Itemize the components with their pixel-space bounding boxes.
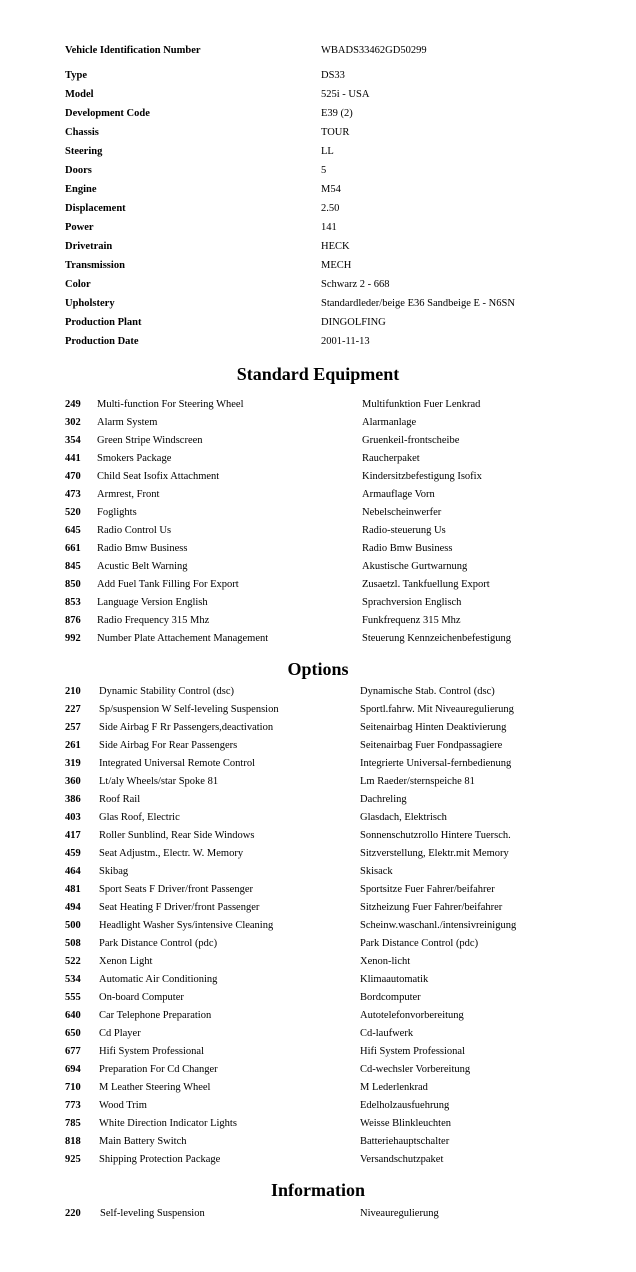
option-code: 661 [65, 543, 81, 554]
option-name-german: Steuerung Kennzeichenbefestigung [362, 633, 511, 644]
info-row-production-date [65, 335, 625, 354]
option-name-english: Alarm System [97, 417, 158, 428]
option-code: 694 [65, 1064, 81, 1075]
info-value: Standardleder/beige E36 Sandbeige E - N6SN [321, 298, 515, 309]
option-code: 818 [65, 1136, 81, 1147]
option-code: 257 [65, 722, 81, 733]
option-name-german: Radio-steuerung Us [362, 525, 446, 536]
option-name-german: Multifunktion Fuer Lenkrad [362, 399, 481, 410]
option-code: 876 [65, 615, 81, 626]
table-row [65, 542, 625, 560]
option-name-english: M Leather Steering Wheel [99, 1082, 211, 1093]
table-row [65, 1153, 625, 1171]
info-row-color [65, 278, 625, 297]
option-name-german: Integrierte Universal-fernbedienung [360, 758, 512, 769]
table-row [65, 973, 625, 991]
vehicle-info-list [65, 44, 625, 354]
table-row [65, 416, 625, 434]
table-row [65, 865, 625, 883]
option-name-german: Xenon-licht [360, 956, 411, 967]
option-name-english: Dynamic Stability Control (dsc) [99, 686, 235, 697]
option-code: 992 [65, 633, 81, 644]
option-name-german: Park Distance Control (pdc) [360, 938, 479, 949]
option-name-german: Akustische Gurtwarnung [362, 561, 468, 572]
option-name-german: Niveauregulierung [360, 1208, 439, 1219]
option-name-german: Sportsitze Fuer Fahrer/beifahrer [360, 884, 495, 895]
table-row [65, 1063, 625, 1081]
option-name-english: Seat Adjustm., Electr. W. Memory [99, 848, 244, 859]
info-label: Displacement [65, 203, 126, 214]
option-code: 710 [65, 1082, 81, 1093]
option-code: 210 [65, 686, 81, 697]
info-value: 2.50 [321, 203, 340, 214]
info-row-chassis [65, 126, 625, 145]
option-code: 302 [65, 417, 81, 428]
option-name-english: Foglights [97, 507, 137, 518]
table-row [65, 1117, 625, 1135]
table-row [65, 524, 625, 542]
option-code: 645 [65, 525, 81, 536]
info-label: Steering [65, 146, 103, 157]
option-code: 785 [65, 1118, 81, 1129]
table-row [65, 560, 625, 578]
table-row [65, 1099, 625, 1117]
info-value: 5 [321, 165, 327, 176]
table-row [65, 1207, 625, 1225]
option-name-german: Scheinw.waschanl./intensivreinigung [360, 920, 517, 931]
option-name-english: Cd Player [99, 1028, 141, 1039]
option-name-english: Skibag [99, 866, 129, 877]
info-value: E39 (2) [321, 108, 353, 119]
info-value: MECH [321, 260, 352, 271]
info-value: HECK [321, 241, 350, 252]
option-code: 403 [65, 812, 81, 823]
info-label: Chassis [65, 127, 99, 138]
info-label: Doors [65, 165, 92, 176]
table-row [65, 506, 625, 524]
option-code: 677 [65, 1046, 81, 1057]
table-row [65, 685, 625, 703]
option-name-english: Wood Trim [99, 1100, 147, 1111]
option-name-german: Cd-laufwerk [360, 1028, 414, 1039]
option-name-english: White Direction Indicator Lights [99, 1118, 237, 1129]
option-name-english: Seat Heating F Driver/front Passenger [99, 902, 260, 913]
info-row-vin [65, 44, 625, 69]
option-name-german: Skisack [360, 866, 393, 877]
option-name-english: Roof Rail [99, 794, 141, 805]
table-row [65, 955, 625, 973]
option-code: 220 [65, 1208, 81, 1219]
option-name-german: Funkfrequenz 315 Mhz [362, 615, 461, 626]
option-code: 640 [65, 1010, 81, 1021]
table-row [65, 434, 625, 452]
option-code: 850 [65, 579, 81, 590]
option-name-german: Raucherpaket [362, 453, 420, 464]
option-code: 481 [65, 884, 81, 895]
option-code: 534 [65, 974, 81, 985]
option-name-english: Automatic Air Conditioning [99, 974, 218, 985]
table-row [65, 470, 625, 488]
option-code: 650 [65, 1028, 81, 1039]
option-name-english: Integrated Universal Remote Control [99, 758, 255, 769]
option-code: 386 [65, 794, 81, 805]
info-value: LL [321, 146, 334, 157]
option-name-english: Child Seat Isofix Attachment [97, 471, 220, 482]
option-code: 522 [65, 956, 81, 967]
table-row [65, 847, 625, 865]
option-code: 925 [65, 1154, 81, 1165]
table-row [65, 901, 625, 919]
option-name-english: Self-leveling Suspension [100, 1208, 205, 1219]
table-row [65, 398, 625, 416]
info-row-steering [65, 145, 625, 164]
option-name-english: Car Telephone Preparation [99, 1010, 212, 1021]
info-row-power [65, 221, 625, 240]
option-name-german: Sitzverstellung, Elektr.mit Memory [360, 848, 509, 859]
info-label: Type [65, 70, 87, 81]
option-name-german: Nebelscheinwerfer [362, 507, 442, 518]
option-name-german: Versandschutzpaket [360, 1154, 444, 1165]
table-row [65, 919, 625, 937]
standard-equipment-heading: Standard Equipment [236, 364, 400, 384]
option-name-german: Dachreling [360, 794, 407, 805]
info-row-transmission [65, 259, 625, 278]
table-row [65, 703, 625, 721]
option-name-german: Weisse Blinkleuchten [360, 1118, 452, 1129]
option-name-english: Headlight Washer Sys/intensive Cleaning [99, 920, 274, 931]
option-name-german: Hifi System Professional [360, 1046, 465, 1057]
option-name-german: Cd-wechsler Vorbereitung [360, 1064, 471, 1075]
option-name-german: Sonnenschutzrollo Hintere Tuersch. [360, 830, 511, 841]
option-name-english: Sp/suspension W Self-leveling Suspension [99, 704, 279, 715]
table-row [65, 793, 625, 811]
option-name-english: Xenon Light [99, 956, 153, 967]
table-row [65, 488, 625, 506]
option-name-english: Number Plate Attachement Management [97, 633, 269, 644]
table-row [65, 614, 625, 632]
option-name-german: Radio Bmw Business [362, 543, 453, 554]
table-row [65, 632, 625, 650]
table-row [65, 883, 625, 901]
option-name-english: Sport Seats F Driver/front Passenger [99, 884, 253, 895]
option-name-english: Green Stripe Windscreen [97, 435, 203, 446]
info-value: Schwarz 2 - 668 [321, 279, 390, 290]
option-name-english: Add Fuel Tank Filling For Export [97, 579, 239, 590]
option-code: 417 [65, 830, 81, 841]
option-code: 227 [65, 704, 81, 715]
table-row [65, 596, 625, 614]
info-row-production-plant [65, 316, 625, 335]
table-row [65, 1135, 625, 1153]
option-name-german: Bordcomputer [360, 992, 421, 1003]
info-label: Vehicle Identification Number [65, 45, 201, 56]
option-code: 319 [65, 758, 81, 769]
info-row-engine [65, 183, 625, 202]
info-value: DINGOLFING [321, 317, 386, 328]
info-value: M54 [321, 184, 341, 195]
table-row [65, 739, 625, 757]
table-row [65, 757, 625, 775]
option-code: 459 [65, 848, 81, 859]
table-row [65, 1009, 625, 1027]
option-code: 249 [65, 399, 81, 410]
option-name-english: Main Battery Switch [99, 1136, 187, 1147]
option-name-german: Sitzheizung Fuer Fahrer/beifahrer [360, 902, 503, 913]
option-code: 555 [65, 992, 81, 1003]
info-label: Model [65, 89, 94, 100]
option-name-german: Seitenairbag Fuer Fondpassagiere [360, 740, 503, 751]
option-name-english: Park Distance Control (pdc) [99, 938, 218, 949]
information-table [65, 1207, 625, 1225]
info-label: Development Code [65, 108, 150, 119]
info-label: Drivetrain [65, 241, 113, 252]
option-name-english: Glas Roof, Electric [99, 812, 180, 823]
option-name-english: Armrest, Front [97, 489, 160, 500]
option-name-german: Autotelefonvorbereitung [360, 1010, 464, 1021]
info-value: 2001-11-13 [321, 336, 370, 347]
table-row [65, 721, 625, 739]
option-name-english: Multi-function For Steering Wheel [97, 399, 244, 410]
option-code: 500 [65, 920, 81, 931]
option-name-english: Language Version English [97, 597, 208, 608]
option-name-english: Acustic Belt Warning [97, 561, 188, 572]
option-code: 473 [65, 489, 81, 500]
option-name-english: Side Airbag F Rr Passengers,deactivation [99, 722, 274, 733]
information-heading: Information [271, 1180, 365, 1200]
info-value: DS33 [321, 70, 345, 81]
option-name-german: Armauflage Vorn [362, 489, 435, 500]
info-row-drivetrain [65, 240, 625, 259]
info-label: Transmission [65, 260, 125, 271]
table-row [65, 937, 625, 955]
option-name-german: Klimaautomatik [360, 974, 429, 985]
options-table [65, 685, 625, 1171]
table-row [65, 578, 625, 596]
option-name-german: Glasdach, Elektrisch [360, 812, 447, 823]
info-row-model [65, 88, 625, 107]
option-name-english: Radio Control Us [97, 525, 172, 536]
option-code: 853 [65, 597, 81, 608]
option-code: 261 [65, 740, 81, 751]
info-value: WBADS33462GD50299 [321, 45, 427, 56]
info-value: 525i - USA [321, 89, 370, 100]
table-row [65, 1027, 625, 1045]
standard-equipment-table [65, 398, 625, 650]
table-row [65, 1081, 625, 1099]
option-name-german: Dynamische Stab. Control (dsc) [360, 686, 495, 697]
option-name-english: Hifi System Professional [99, 1046, 204, 1057]
option-name-english: On-board Computer [99, 992, 184, 1003]
option-code: 494 [65, 902, 81, 913]
option-name-english: Smokers Package [97, 453, 172, 464]
option-code: 354 [65, 435, 81, 446]
info-label: Upholstery [65, 298, 115, 309]
table-row [65, 829, 625, 847]
info-value: 141 [321, 222, 337, 233]
option-name-german: M Lederlenkrad [360, 1082, 428, 1093]
option-code: 773 [65, 1100, 81, 1111]
option-code: 441 [65, 453, 81, 464]
info-value: TOUR [321, 127, 350, 138]
option-code: 360 [65, 776, 81, 787]
table-row [65, 775, 625, 793]
info-row-type [65, 69, 625, 88]
info-label: Engine [65, 184, 97, 195]
option-code: 464 [65, 866, 81, 877]
option-name-english: Radio Frequency 315 Mhz [97, 615, 210, 626]
option-code: 845 [65, 561, 81, 572]
option-code: 508 [65, 938, 81, 949]
option-name-german: Zusaetzl. Tankfuellung Export [362, 579, 490, 590]
option-name-german: Batteriehauptschalter [360, 1136, 450, 1147]
option-name-german: Alarmanlage [362, 417, 417, 428]
option-name-german: Sportl.fahrw. Mit Niveauregulierung [360, 704, 514, 715]
option-name-english: Roller Sunblind, Rear Side Windows [99, 830, 255, 841]
info-row-upholstery [65, 297, 625, 316]
option-name-german: Lm Raeder/sternspeiche 81 [360, 776, 475, 787]
info-label: Production Date [65, 336, 139, 347]
option-name-english: Preparation For Cd Changer [99, 1064, 218, 1075]
option-code: 470 [65, 471, 81, 482]
option-name-english: Radio Bmw Business [97, 543, 188, 554]
option-name-english: Lt/aly Wheels/star Spoke 81 [99, 776, 219, 787]
option-name-german: Sprachversion Englisch [362, 597, 462, 608]
info-row-displacement [65, 202, 625, 221]
info-label: Color [65, 279, 91, 290]
table-row [65, 452, 625, 470]
table-row [65, 991, 625, 1009]
info-label: Power [65, 222, 94, 233]
table-row [65, 811, 625, 829]
table-row [65, 1045, 625, 1063]
info-row-development-code [65, 107, 625, 126]
option-name-german: Kindersitzbefestigung Isofix [362, 471, 482, 482]
option-name-german: Edelholzausfuehrung [360, 1100, 450, 1111]
option-name-english: Side Airbag For Rear Passengers [99, 740, 238, 751]
info-row-doors [65, 164, 625, 183]
info-label: Production Plant [65, 317, 142, 328]
options-heading: Options [287, 659, 349, 679]
option-name-english: Shipping Protection Package [99, 1154, 221, 1165]
option-code: 520 [65, 507, 81, 518]
option-name-german: Gruenkeil-frontscheibe [362, 435, 460, 446]
option-name-german: Seitenairbag Hinten Deaktivierung [360, 722, 507, 733]
